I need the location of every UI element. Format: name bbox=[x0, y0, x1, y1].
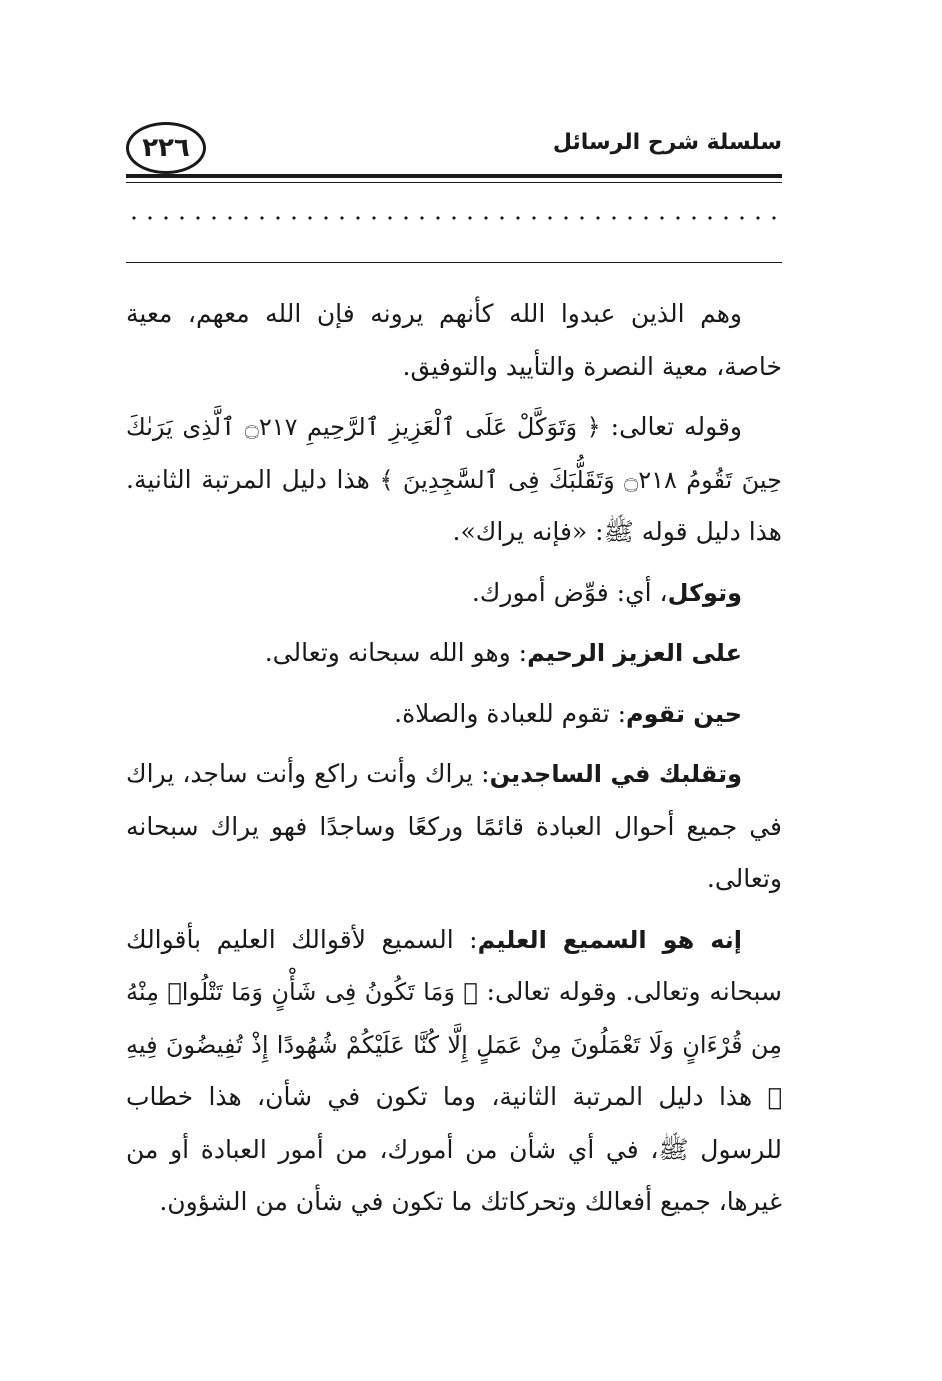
p2-rest: هذا دليل المرتبة الثانية. هذا دليل قوله ﷺ: «فإنه يراك». bbox=[126, 464, 782, 546]
header-rule-thin bbox=[126, 182, 782, 183]
quran-verse-1: ﴿ وَتَوَكَّلْ عَلَى ٱلْعَزِيزِ ٱلرَّحِيمِ ۝٢١٧ ٱلَّذِى يَرَىٰكَ حِينَ تَقُومُ ۝٢١٨ وَتَقَلُّبَكَ فِى ٱلسَّٰجِدِينَ ﴾ bbox=[126, 413, 783, 494]
definition-4 bbox=[126, 748, 782, 906]
def-term: حين تقوم bbox=[626, 699, 742, 728]
dotted-separator bbox=[126, 208, 782, 228]
quran-verse-2: ﴿ وَمَا تَكُونُ فِى شَأْنٍ وَمَا تَتْلُوا۟ مِنْهُ مِن قُرْءَانٍ وَلَا تَعْمَلُونَ مِنْ عَمَلٍ إِلَّا كُنَّا عَلَيْكُمْ شُهُودًا إِذْ تُفِيضُونَ فِيهِ ﴾ bbox=[126, 978, 782, 1111]
section-rule bbox=[126, 262, 782, 263]
def-term: إنه هو السميع العليم bbox=[477, 925, 743, 954]
definition-2 bbox=[126, 627, 782, 680]
body-text bbox=[126, 288, 782, 1237]
def-text: ، أي: فوِّض أمورك. bbox=[471, 577, 668, 607]
p2-intro: وقوله تعالى: bbox=[600, 412, 743, 441]
header-rule-thick bbox=[126, 174, 782, 178]
paragraph-last bbox=[126, 914, 782, 1229]
page-header bbox=[126, 122, 782, 174]
def-text: : يراك وأنت راكع وأنت ساجد، يراك في جميع أحوال العبادة قائمًا وركعًا وساجدًا فهو يراك سبحانه وتعالى. bbox=[126, 759, 782, 893]
def-text: : تقوم للعبادة والصلاة. bbox=[394, 698, 627, 728]
page-number: ٢٢٦ bbox=[126, 122, 206, 174]
def-term: وتوكل bbox=[667, 578, 742, 607]
paragraph-1: وهم الذين عبدوا الله كأنهم يرونه فإن الله معهم، معية خاصة، معية النصرة والتأييد والتوفيق. bbox=[126, 299, 782, 381]
definition-1 bbox=[126, 567, 782, 620]
last-text-2: هذا دليل المرتبة الثانية، وما تكون في شأن، هذا خطاب للرسول ﷺ، في أي شأن من أمورك، من أمور العبادة أو من غيرها، جميع أفعالك وتحركاتك ما تكون في شأن من الشؤون. bbox=[126, 1082, 782, 1216]
def-text: : وهو الله سبحانه وتعالى. bbox=[264, 638, 528, 667]
last-text-1: : السميع لأقوالك العليم بأقوالك سبحانه وتعالى. وقوله تعالى: bbox=[126, 924, 782, 1006]
paragraph-2 bbox=[126, 401, 782, 559]
def-term: وتقلبك في الساجدين bbox=[489, 760, 742, 788]
def-term: على العزيز الرحيم bbox=[527, 639, 742, 667]
running-title: سلسلة شرح الرسائل bbox=[552, 130, 782, 155]
definition-3 bbox=[126, 688, 782, 741]
